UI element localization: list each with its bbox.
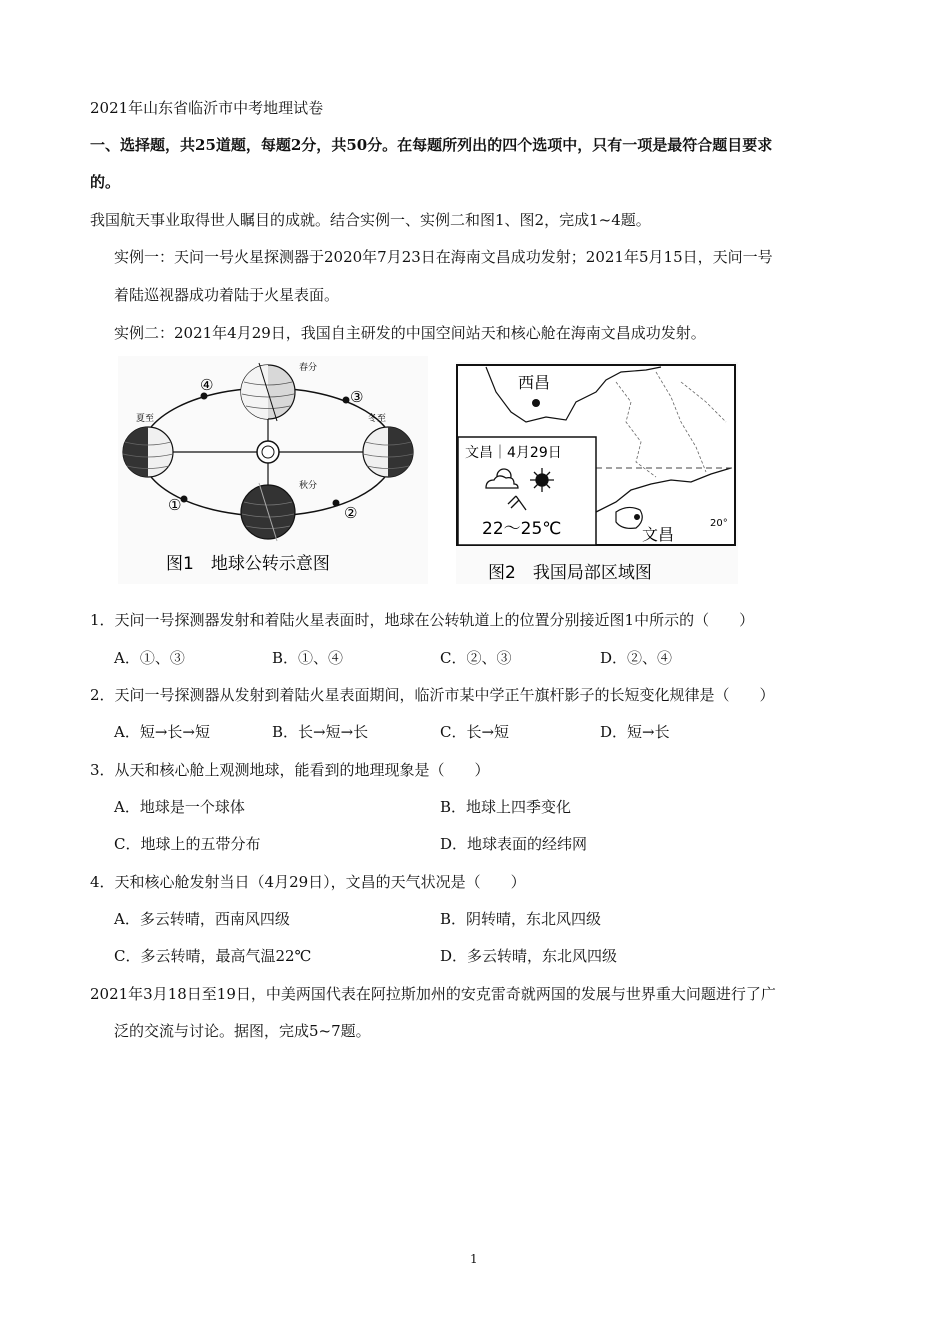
example1-line2: 着陆巡视器成功着陆于火星表面。 <box>114 286 340 304</box>
label-pos1: ① <box>168 496 182 514</box>
earth-winter-icon <box>363 427 413 477</box>
xichang-label: 西昌 <box>518 373 551 392</box>
q1-option-b[interactable]: B．①、④ <box>272 649 344 667</box>
temperature-label: 22～25℃ <box>482 519 562 539</box>
section-heading-line1: 一、选择题，共25道题，每题2分，共50分。在每题所列出的四个选项中，只有一项是最符合题目要求 <box>90 136 773 154</box>
q1-option-d[interactable]: D．②、④ <box>600 649 673 667</box>
q4-option-a[interactable]: A．多云转晴，西南风四级 <box>114 910 290 928</box>
wenchang-label: 文昌 <box>642 525 675 544</box>
q2-option-a[interactable]: A．短→长→短 <box>114 723 210 741</box>
label-autumn: 秋分 <box>299 481 318 491</box>
intro-text-2-line1: 2021年3月18日至19日，中美两国代表在阿拉斯加州的安克雷奇就两国的发展与世界重大问题进行了广 <box>90 985 776 1003</box>
question-4-stem: 4．天和核心舱发射当日（4月29日），文昌的天气状况是（ ） <box>90 873 526 891</box>
label-spring: 春分 <box>299 363 318 373</box>
figure2-caption: 图2 我国局部区域图 <box>488 563 652 583</box>
label-winter: 冬至 <box>368 414 387 424</box>
q2-option-b[interactable]: B．长→短→长 <box>272 723 369 741</box>
q3-option-c[interactable]: C．地球上的五带分布 <box>114 835 261 853</box>
intro-text-1: 我国航天事业取得世人瞩目的成就。结合实例一、实例二和图1、图2，完成1~4题。 <box>90 211 651 229</box>
question-2-stem: 2．天问一号探测器从发射到着陆火星表面期间，临沂市某中学正午旗杆影子的长短变化规律是（ ） <box>90 686 775 704</box>
latitude-label: 20° <box>710 518 728 529</box>
xichang-dot <box>532 399 540 407</box>
example1-line1: 实例一：天问一号火星探测器于2020年7月23日在海南文昌成功发射；2021年5月15日，天问一号 <box>114 248 773 266</box>
weather-header: 文昌｜4月29日 <box>465 445 562 461</box>
q4-option-c[interactable]: C．多云转晴，最高气温22℃ <box>114 947 312 965</box>
earth-summer-icon <box>123 427 173 477</box>
question-1-stem: 1．天问一号探测器发射和着陆火星表面时，地球在公转轨道上的位置分别接近图1中所示的（ ） <box>90 611 755 629</box>
q2-option-d[interactable]: D．短→长 <box>600 723 670 741</box>
page-number: 1 <box>470 1252 478 1266</box>
q2-option-c[interactable]: C．长→短 <box>440 723 510 741</box>
q4-option-d[interactable]: D．多云转晴，东北风四级 <box>440 947 618 965</box>
intro-text-2-line2: 泛的交流与讨论。据图，完成5~7题。 <box>114 1022 371 1040</box>
q3-option-d[interactable]: D．地球表面的经纬网 <box>440 835 588 853</box>
label-pos3: ③ <box>350 388 364 406</box>
figure2-regional-map <box>456 362 738 584</box>
q3-option-b[interactable]: B．地球上四季变化 <box>440 798 572 816</box>
example2-text: 实例二：2021年4月29日，我国自主研发的中国空间站天和核心舱在海南文昌成功发射。 <box>114 324 706 342</box>
label-pos4: ④ <box>200 376 214 394</box>
q1-option-a[interactable]: A．①、③ <box>114 649 185 667</box>
label-pos2: ② <box>344 504 358 522</box>
q3-option-a[interactable]: A．地球是一个球体 <box>114 798 245 816</box>
figure1-caption: 图1 地球公转示意图 <box>166 554 330 574</box>
wenchang-dot <box>634 514 640 520</box>
q1-option-c[interactable]: C．②、③ <box>440 649 512 667</box>
section-heading-line2: 的。 <box>90 173 121 191</box>
q4-option-b[interactable]: B．阴转晴，东北风四级 <box>440 910 602 928</box>
figure1-earth-revolution <box>118 356 428 584</box>
label-summer: 夏至 <box>136 414 155 424</box>
paper-title: 2021年山东省临沂市中考地理试卷 <box>90 99 324 117</box>
sun-icon <box>257 441 279 463</box>
question-3-stem: 3．从天和核心舱上观测地球，能看到的地理现象是（ ） <box>90 761 490 779</box>
